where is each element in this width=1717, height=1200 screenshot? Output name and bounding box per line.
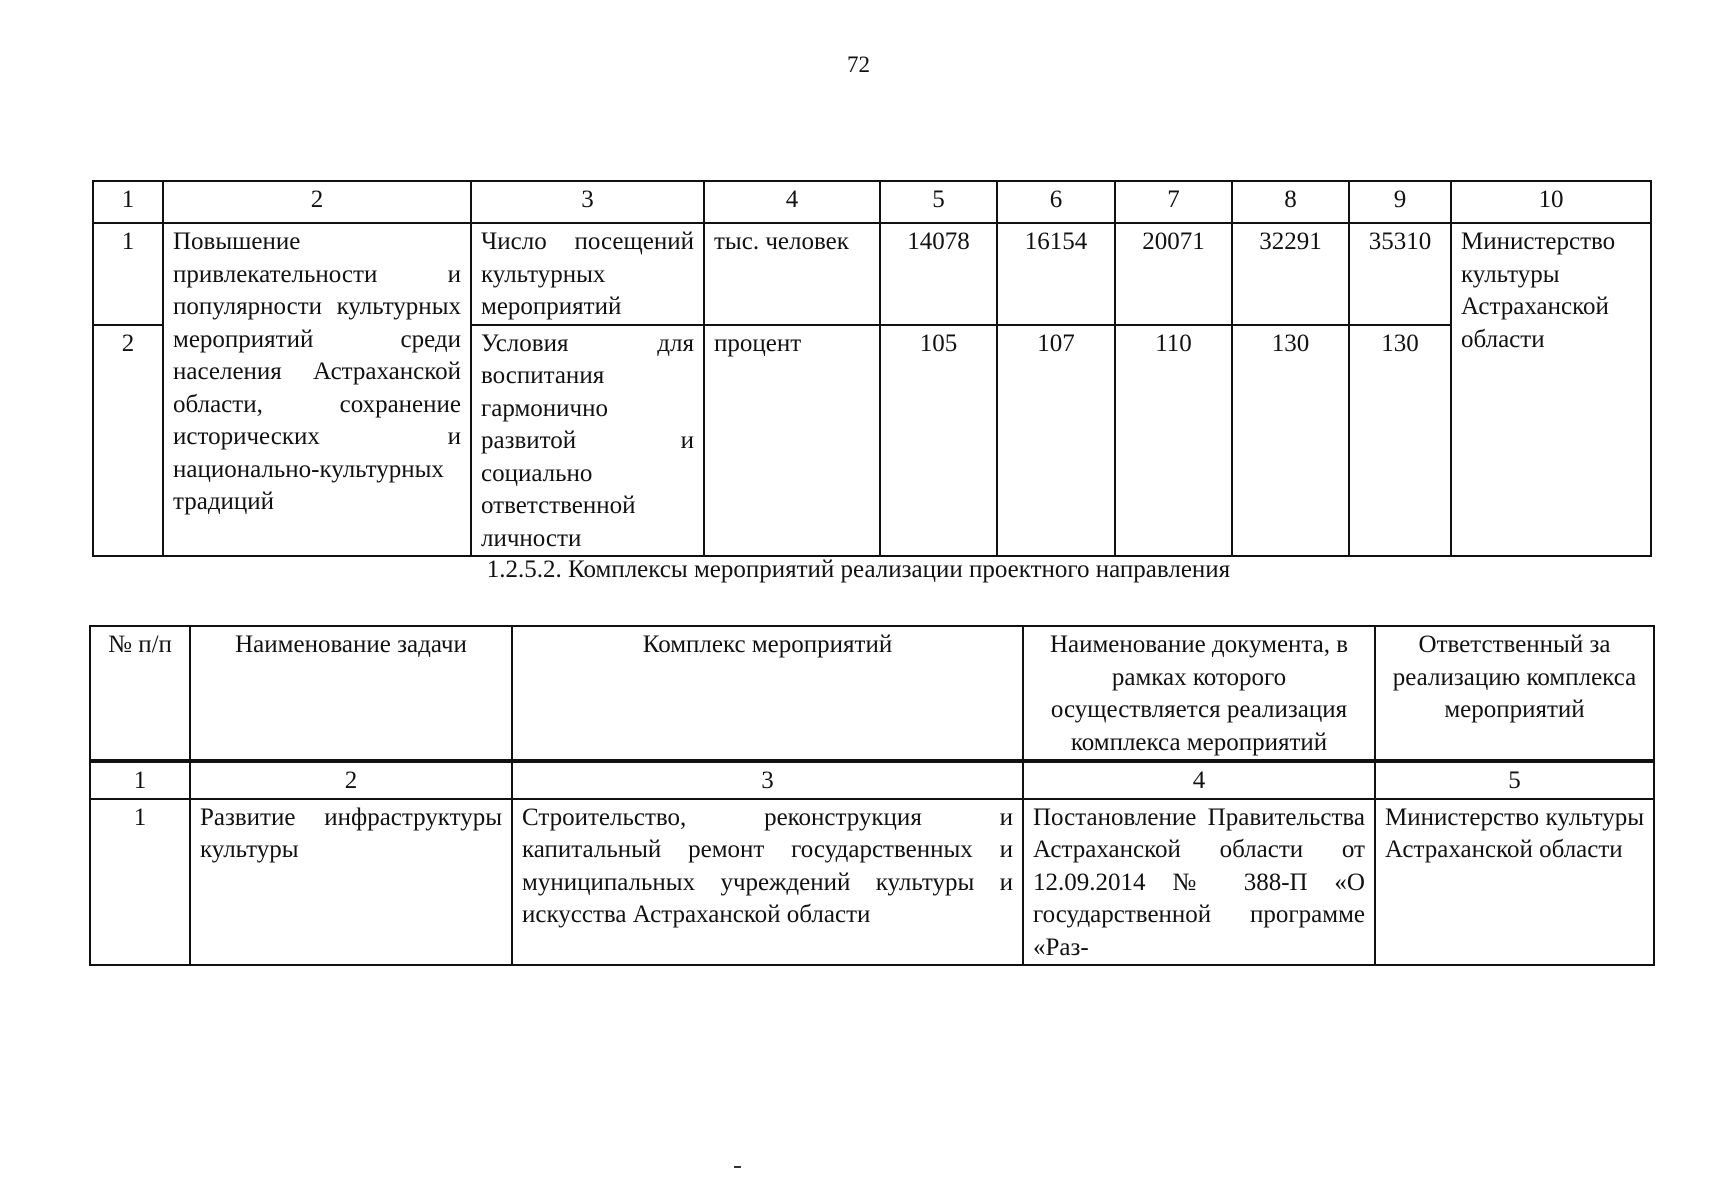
indicators-table — [92, 180, 1652, 557]
header-cell: 1 — [90, 761, 190, 799]
value-cell: 14078 — [880, 223, 997, 325]
header-cell: 6 — [997, 181, 1115, 223]
row-number: 2 — [93, 325, 163, 557]
value-cell: 16154 — [997, 223, 1115, 325]
header-cell: 9 — [1349, 181, 1451, 223]
value-cell: 130 — [1349, 325, 1451, 557]
task-cell: Развитие инфраструктуры культуры — [190, 799, 512, 966]
stray-mark — [734, 1166, 741, 1168]
value-cell: 20071 — [1115, 223, 1232, 325]
task-cell: Повышение привлекательности и популярности культурных мероприятий среди населения Астраханской области, сохранение исторических и национально-культурных традиций — [163, 223, 471, 556]
table-header-row — [93, 181, 1651, 223]
responsible-cell: Министерство культуры Астраханской области — [1451, 223, 1651, 556]
indicator-cell: Число посещений культурных мероприятий — [471, 223, 704, 325]
header-cell: 4 — [704, 181, 880, 223]
head-responsible: Ответственный за реализацию комплекса мероприятий — [1375, 626, 1654, 761]
header-cell: 3 — [471, 181, 704, 223]
page-number: 72 — [847, 52, 870, 77]
table-head-row — [90, 626, 1654, 761]
header-cell: 4 — [1023, 761, 1375, 799]
header-cell: 8 — [1232, 181, 1349, 223]
header-cell: 3 — [512, 761, 1023, 799]
value-cell: 32291 — [1232, 223, 1349, 325]
header-cell: 10 — [1451, 181, 1651, 223]
table-row — [90, 799, 1654, 966]
head-task: Наименование задачи — [190, 626, 512, 761]
header-cell: 7 — [1115, 181, 1232, 223]
indicator-cell: Условия для воспитания гармонично развитой и социально ответственной личности — [471, 325, 704, 557]
header-cell: 2 — [163, 181, 471, 223]
responsible-cell: Министерство культуры Астраханской области — [1375, 799, 1654, 966]
measures-table — [89, 625, 1655, 966]
value-cell: 105 — [880, 325, 997, 557]
header-cell: 1 — [93, 181, 163, 223]
value-cell: 110 — [1115, 325, 1232, 557]
value-cell: 107 — [997, 325, 1115, 557]
table-row — [93, 223, 1651, 325]
value-cell: 130 — [1232, 325, 1349, 557]
unit-cell: процент — [704, 325, 880, 557]
row-number: 1 — [90, 799, 190, 966]
row-number: 1 — [93, 223, 163, 325]
head-measures: Комплекс мероприятий — [512, 626, 1023, 761]
header-cell: 2 — [190, 761, 512, 799]
header-cell: 5 — [880, 181, 997, 223]
section-heading: 1.2.5.2. Комплексы мероприятий реализации проектного направления — [486, 556, 1231, 583]
head-document: Наименование документа, в рамках которого осуществляется реализация комплекса мероприятий — [1023, 626, 1375, 761]
table-header-row — [90, 761, 1654, 799]
unit-cell: тыс. человек — [704, 223, 880, 325]
measures-cell: Строительство, реконструкция и капитальный ремонт государственных и муниципальных учреждений культуры и искусства Астраханской области — [512, 799, 1023, 966]
document-cell: Постановление Правительства Астраханской области от 12.09.2014 № 388-П «О государственной программе «Раз- — [1023, 799, 1375, 966]
value-cell: 35310 — [1349, 223, 1451, 325]
header-cell: 5 — [1375, 761, 1654, 799]
head-number: № п/п — [90, 626, 190, 761]
